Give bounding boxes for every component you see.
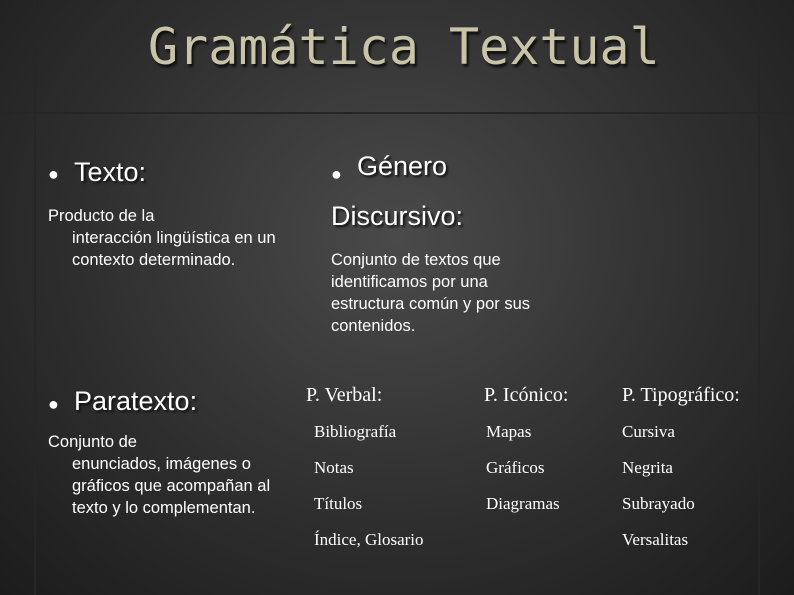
table-cell: Diagramas [486,494,560,513]
column-header-iconico: P. Icónico: [484,384,569,406]
texto-definition [48,205,288,271]
table-cell: Mapas [486,422,532,441]
table-cell: Negrita [622,458,673,477]
paratexto-definition [48,431,283,519]
texto-heading: Texto: [74,157,147,187]
paratexto-definition-rest: enunciados, imágenes o gráficos que acompañan al texto y lo complementan. [72,455,271,517]
bullet-icon: ● [48,394,59,414]
genero-definition: Conjunto de textos que identificamos por una estructura común y por sus contenidos. [331,251,530,335]
texto-definition-rest: interacción lingüística en un contexto determinado. [72,229,276,269]
table-cell: Títulos [314,494,363,513]
table-cell: Índice, Glosario [314,530,424,549]
frame-line-left [34,0,36,595]
table-cell: Gráficos [486,458,545,477]
paratexto-definition-line1: Conjunto de [48,433,137,451]
table-cell: Versalitas [622,530,689,549]
table-cell: Bibliografía [314,422,397,441]
bullet-icon: ● [48,164,59,184]
table-cell: Notas [314,458,354,477]
bullet-icon: ● [331,164,342,184]
table-cell: Subrayado [622,494,695,513]
column-header-verbal: P. Verbal: [306,384,383,406]
column-header-tipografico: P. Tipográfico: [622,384,740,406]
texto-definition-line1: Producto de la [48,207,155,225]
genero-heading-line1: Género [357,151,448,181]
frame-line-right [758,0,760,595]
paratexto-heading: Paratexto: [74,386,198,416]
genero-heading-line2: Discursivo: [331,201,464,231]
table-cell: Cursiva [622,422,675,441]
frame-line-top [0,112,794,114]
slide-title: Gramática Textual [148,18,660,76]
